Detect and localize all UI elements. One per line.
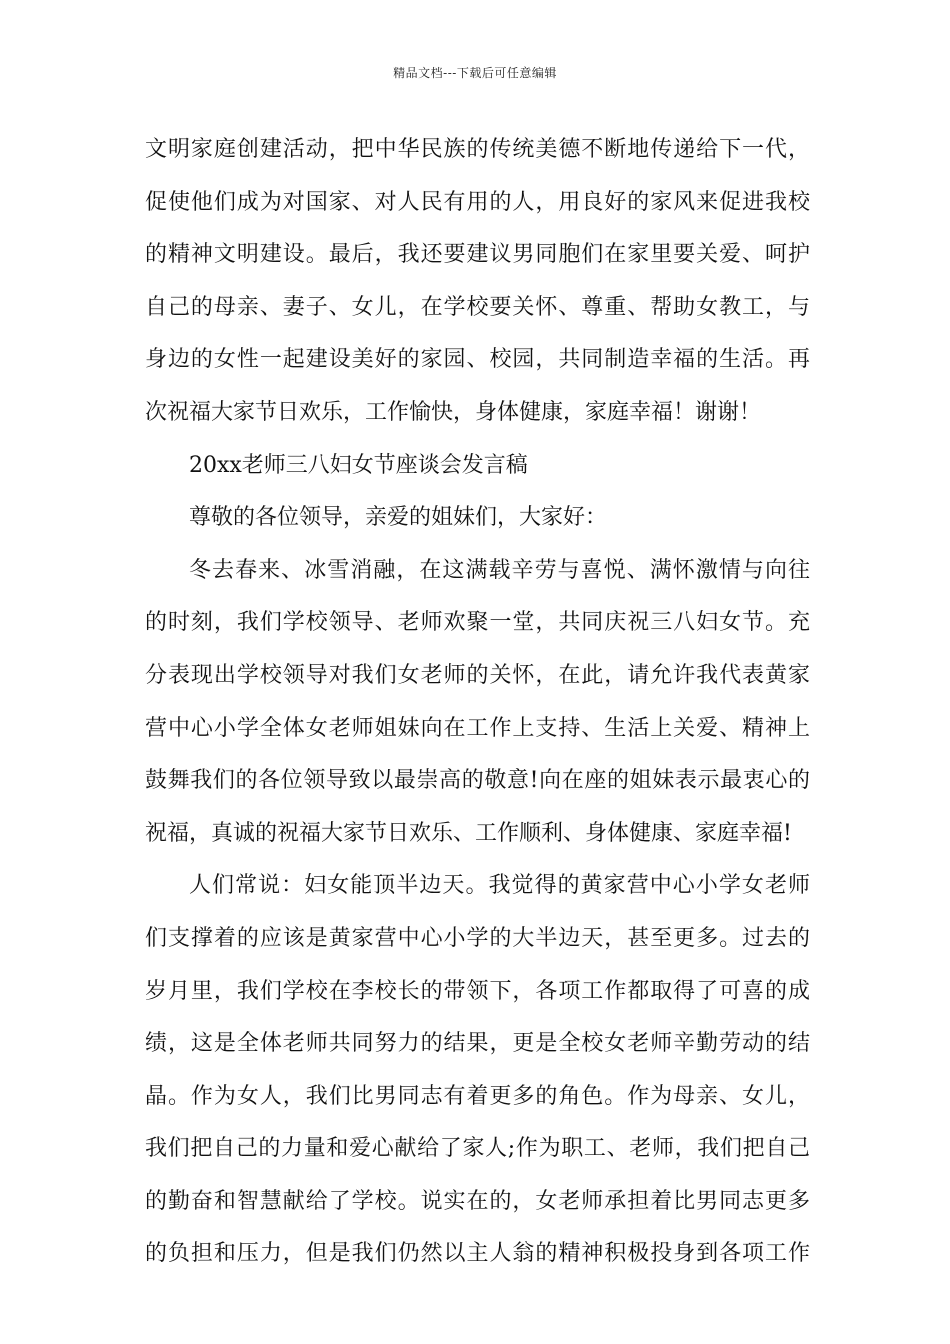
text-line: 鼓舞我们的各位领导致以最崇高的敬意!向在座的姐妹表示最衷心的: [145, 768, 810, 794]
text-line: 次祝福大家节日欢乐，工作愉快，身体健康，家庭幸福！谢谢！: [145, 399, 762, 425]
page-header: 精品文档---下载后可任意编辑: [393, 66, 557, 80]
text-line: 营中心小学全体女老师姐妹向在工作上支持、生活上关爱、精神上: [145, 715, 810, 741]
document-body: [145, 128, 810, 1285]
text-line: 岁月里，我们学校在李校长的带领下，各项工作都取得了可喜的成: [145, 978, 810, 1004]
text-line: 祝福，真诚的祝福大家节日欢乐、工作顺利、身体健康、家庭幸福!: [145, 820, 792, 846]
text-line: 促使他们成为对国家、对人民有用的人，用良好的家风来促进我校: [145, 189, 810, 215]
text-line: 身边的女性一起建设美好的家园、校园，共同制造幸福的生活。再: [145, 347, 810, 373]
text-line: 我们把自己的力量和爱心献给了家人;作为职工、老师，我们把自己: [145, 1136, 810, 1162]
text-line: 的时刻，我们学校领导、老师欢聚一堂，共同庆祝三八妇女节。充: [145, 610, 810, 636]
text-line: 的勤奋和智慧献给了学校。说实在的，女老师承担着比男同志更多: [145, 1188, 810, 1214]
text-line: 分表现出学校领导对我们女老师的关怀，在此，请允许我代表黄家: [145, 662, 810, 688]
text-line: 们支撑着的应该是黄家营中心小学的大半边天，甚至更多。过去的: [145, 925, 810, 951]
text-line: 的精神文明建设。最后，我还要建议男同胞们在家里要关爱、呵护: [145, 242, 810, 268]
text-line: 人们常说：妇女能顶半边天。我觉得的黄家营中心小学女老师: [189, 873, 810, 899]
text-line: 20xx老师三八妇女节座谈会发言稿: [189, 452, 528, 478]
text-line: 尊敬的各位领导，亲爱的姐妹们，大家好：: [189, 505, 608, 531]
text-line: 冬去春来、冰雪消融，在这满载辛劳与喜悦、满怀激情与向往: [189, 557, 810, 583]
text-line: 晶。作为女人，我们比男同志有着更多的角色。作为母亲、女儿，: [145, 1083, 810, 1109]
text-line: 文明家庭创建活动，把中华民族的传统美德不断地传递给下一代，: [145, 137, 810, 162]
text-line: 的负担和压力，但是我们仍然以主人翁的精神积极投身到各项工作: [145, 1241, 810, 1267]
text-line: 自己的母亲、妻子、女儿，在学校要关怀、尊重、帮助女教工，与: [145, 294, 810, 320]
text-line: 绩，这是全体老师共同努力的结果，更是全校女老师辛勤劳动的结: [145, 1031, 810, 1057]
